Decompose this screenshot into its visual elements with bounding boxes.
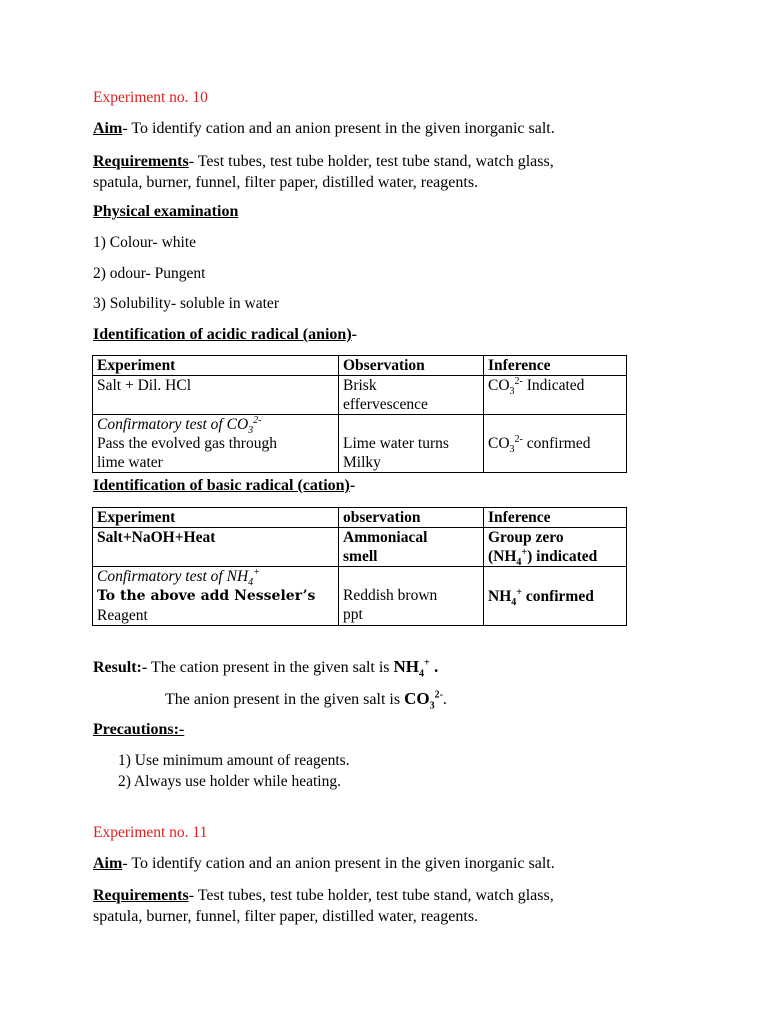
ion-sup: 2- (514, 375, 523, 387)
requirements-label: Requirements (93, 887, 189, 904)
ion-sup: 2- (434, 689, 443, 701)
ion-sub: 3 (429, 700, 435, 712)
table-header-row (93, 508, 627, 528)
obs-line-1: Ammoniacal (343, 529, 428, 546)
result-line-2 (165, 689, 447, 712)
list-item: 2) Always use holder while heating. (118, 773, 341, 790)
cell-experiment (93, 415, 339, 473)
confirmatory-text: Confirmatory test of NH (97, 568, 249, 585)
ion-end: . (429, 657, 439, 676)
ion-end: . (442, 691, 447, 708)
experiment-11-title: Experiment no. 11 (93, 824, 208, 841)
ion-sup: + (521, 546, 528, 558)
ion-sup: + (253, 566, 260, 578)
basic-radical-table (92, 507, 627, 626)
acidic-radical-heading (93, 325, 357, 344)
inference-text: confirmed (521, 587, 594, 605)
aim-text: - To identify cation and an anion present in the given inorganic salt. (122, 120, 555, 137)
ion-prefix: (NH (488, 548, 517, 565)
exp-line-2: lime water (97, 454, 163, 471)
header-inference: Inference (484, 508, 627, 528)
cell-observation (339, 376, 484, 415)
inference-text: ) indicated (527, 548, 598, 565)
requirements-text-1: - Test tubes, test tube holder, test tube stand, watch glass, (188, 887, 554, 904)
phys-item-odour: 2) odour- Pungent (93, 265, 206, 282)
obs-line-1: Brisk (343, 377, 377, 394)
requirements-block (93, 151, 554, 193)
obs-line-2: effervescence (343, 396, 428, 413)
ion-sub: 4 (516, 557, 522, 569)
aim-label: Aim (93, 855, 123, 872)
basic-radical-heading (93, 476, 355, 495)
result-ion-cation (393, 657, 439, 680)
cell-experiment: Salt+NaOH+Heat (93, 528, 339, 567)
ion-base: NH (393, 657, 420, 676)
ion-sub: 4 (419, 668, 425, 680)
ion-sup: + (516, 586, 522, 598)
physical-examination-heading: Physical examination (93, 203, 239, 220)
header-experiment: Experiment (93, 356, 339, 376)
cell-observation (339, 567, 484, 626)
ion-sub: 4 (511, 596, 517, 608)
phys-item-solubility: 3) Solubility- soluble in water (93, 295, 279, 312)
experiment-10-title: Experiment no. 10 (93, 89, 208, 106)
result-line-1 (93, 657, 439, 680)
ion-sub: 3 (509, 444, 515, 456)
requirements-block-2 (93, 885, 554, 927)
inference-line-1: Group zero (488, 529, 564, 546)
basic-radical-heading-suffix: - (349, 477, 356, 494)
ion-sup: + (424, 657, 430, 669)
aim-label: Aim (93, 120, 123, 137)
cell-experiment: Salt + Dil. HCl (93, 376, 339, 415)
obs-line-2: Milky (343, 454, 381, 471)
cell-experiment (93, 567, 339, 626)
precautions-list (118, 751, 350, 791)
acidic-radical-table (92, 355, 627, 473)
phys-item-colour: 1) Colour- white (93, 234, 197, 251)
ion-sub: 3 (509, 386, 515, 398)
confirmatory-text: Confirmatory test of CO (97, 416, 249, 433)
cell-inference (484, 415, 627, 473)
obs-line-1: Lime water turns (343, 435, 449, 452)
aim-text: - To identify cation and an anion present in the given inorganic salt. (122, 855, 555, 872)
result-ion-anion (404, 689, 443, 712)
ion-sub: 4 (248, 577, 254, 589)
precautions-heading: Precautions:- (93, 721, 185, 738)
obs-line-1: Reddish brown (343, 587, 438, 604)
cell-observation (339, 528, 484, 567)
requirements-label: Requirements (93, 153, 189, 170)
ion-sub: 3 (248, 425, 254, 437)
table-row (93, 567, 627, 626)
cell-observation (339, 415, 484, 473)
ion-sup: 2- (253, 414, 262, 426)
aim-line-2 (93, 854, 555, 873)
basic-radical-heading-text: Identification of basic radical (cation) (93, 477, 350, 494)
exp-line-1: To the above add Nesseler’s (97, 588, 316, 604)
obs-line-2: smell (343, 548, 378, 565)
cell-inference (484, 528, 627, 567)
table-row (93, 376, 627, 415)
requirements-text-2: spatula, burner, funnel, filter paper, distilled water, reagents. (93, 908, 479, 925)
inference-text: confirmed (522, 435, 591, 452)
header-inference: Inference (484, 356, 627, 376)
table-row (93, 528, 627, 567)
ion-base: NH (488, 587, 512, 605)
result-label: Result:- (93, 659, 148, 676)
list-item: 1) Use minimum amount of reagents. (118, 752, 350, 769)
confirmatory-label (97, 414, 262, 437)
ion-base: CO (488, 377, 510, 394)
obs-line-2: ppt (343, 606, 363, 623)
cell-inference (484, 376, 627, 415)
requirements-text-1: - Test tubes, test tube holder, test tube stand, watch glass, (188, 153, 554, 170)
ion-sup: 2- (514, 433, 523, 445)
header-observation: observation (339, 508, 484, 528)
ion-base: CO (404, 689, 430, 708)
table-header-row (93, 356, 627, 376)
header-experiment: Experiment (93, 508, 339, 528)
table-row (93, 415, 627, 473)
inference-text: Indicated (522, 377, 585, 394)
acidic-radical-heading-suffix: - (351, 326, 357, 343)
header-observation: Observation (339, 356, 484, 376)
result-text-2: The anion present in the given salt is (165, 691, 405, 708)
cell-inference (484, 567, 627, 626)
exp-line-1: Pass the evolved gas through (97, 435, 277, 452)
result-text-1: The cation present in the given salt is (147, 659, 394, 676)
ion-base: CO (488, 435, 510, 452)
confirmatory-label (97, 566, 260, 589)
requirements-text-2: spatula, burner, funnel, filter paper, distilled water, reagents. (93, 174, 479, 191)
aim-line (93, 119, 555, 138)
acidic-radical-heading-text: Identification of acidic radical (anion) (93, 326, 352, 343)
exp-line-2: Reagent (97, 607, 148, 624)
